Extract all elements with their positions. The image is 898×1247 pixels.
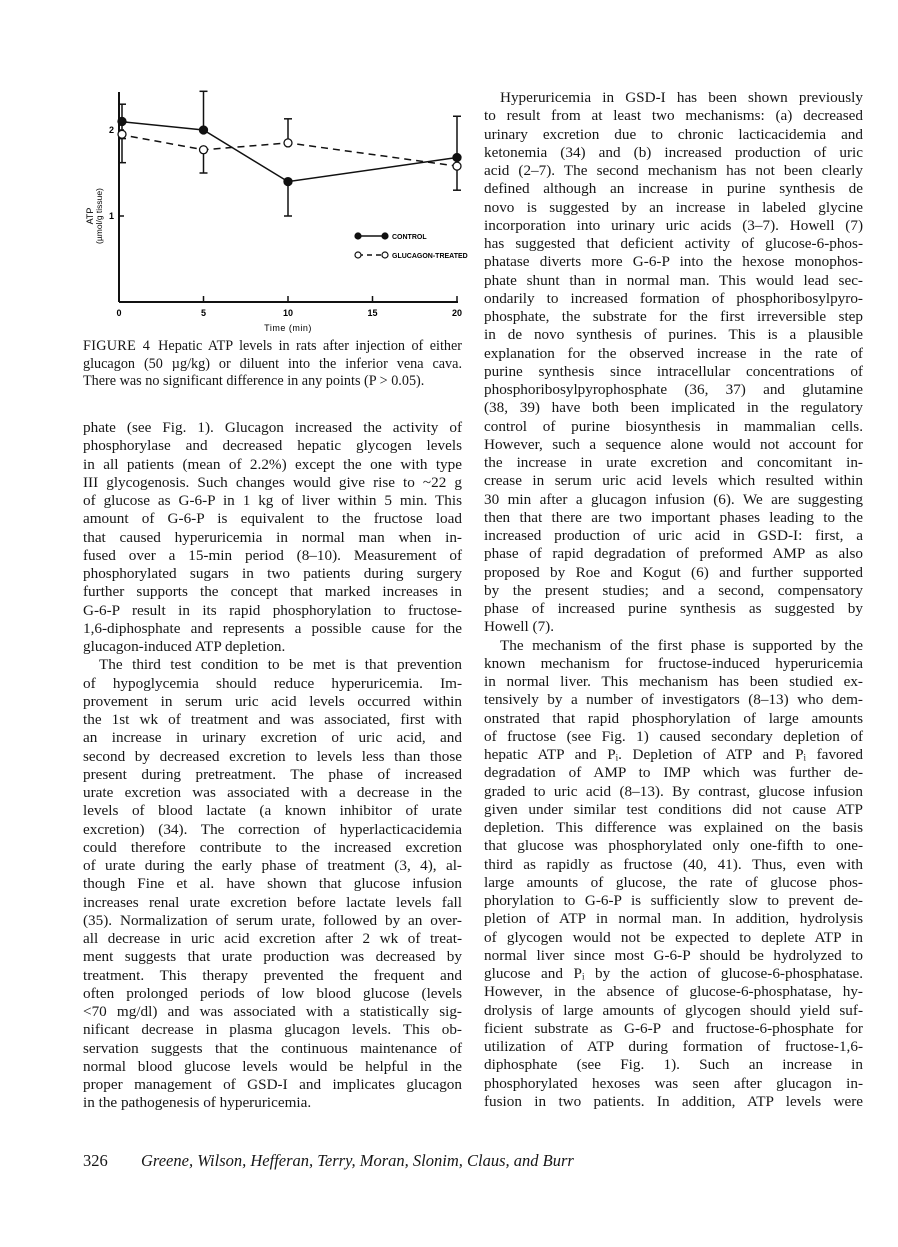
text-line: (35). Normalization of serum urate, followed by an over- (83, 911, 462, 929)
y-tick-label: 2 (108, 125, 114, 135)
text-line: of glycogen would not be expected to deplete ATP in (484, 928, 863, 946)
text-line: second by decreased excretion to levels less than those (83, 747, 462, 765)
text-line: proposed by Roe and Kogut (6) and further supported (484, 563, 863, 581)
text-line: of urate during the early phase of treatment (3, 4), al- (83, 857, 462, 874)
text-line: large amounts of glucose, the rate of glucose phos- (484, 873, 863, 891)
text-line: Hyperuricemia in GSD-I has been shown previously (500, 89, 863, 106)
text-line: graded to uric acid (8–13). By contrast, glucose infusion (484, 782, 863, 800)
caption-text: There was no significant difference in any points (P > 0.05). (83, 373, 425, 389)
text-line: increased production of uric acid in GSD-I: first, a (484, 527, 863, 544)
caption-text: glucagon (50 µg/kg) or diluent into the inferior vena cava. (83, 355, 462, 372)
text-line: amount of G-6-P is equivalent to the fructose load (83, 510, 462, 528)
data-point (284, 139, 292, 147)
text-line: servation suggests that the continuous maintenance of (83, 1039, 462, 1057)
text-line: glucose and Pᵢ by the action of glucose-6-phosphatase. (484, 965, 863, 982)
text-line: However, such a sequence alone would not account for (484, 435, 863, 453)
text-line: acid (2–7). The second mechanism has not been clearly (484, 162, 863, 179)
text-line: hepatic ATP and Pᵢ. Depletion of ATP and Pᵢ favored (484, 746, 863, 763)
text-line: tensively by a number of investigators (8–13) who dem- (484, 691, 863, 709)
text-line: G-6-P result in its rapid phosphorylation to fructose- (83, 601, 462, 619)
data-point (453, 162, 461, 170)
y-tick-label: 1 (108, 211, 114, 221)
text-line: that glucose was phosphorylated only one-fifth to one- (484, 837, 863, 855)
legend-marker (355, 252, 361, 258)
text-line: phosphorylase and decreased hepatic glycogen levels (83, 437, 462, 455)
text-line: ment suggests that urate production was decreased by (83, 948, 462, 966)
text-line: nificant decrease in plasma glucagon levels. This ob- (83, 1021, 462, 1039)
text-line: all decrease in uric acid excretion after 2 wk of treat- (83, 930, 462, 947)
text-line: phase of rapid degradation of preformed AMP as also (484, 545, 863, 563)
text-line: provement in serum uric acid levels occurred within (83, 692, 462, 710)
text-line: The third test condition to be met is that prevention (99, 656, 462, 674)
text-line: <70 mg/dl) and was associated with a statistically sig- (83, 1003, 462, 1020)
text-line: phosphorylated hexoses was seen after glucagon in- (484, 1074, 863, 1092)
text-line: phorylation to G-6-P is sufficiently slow to prevent de- (484, 892, 863, 909)
text-line: proper management of GSD-I and implicates glucagon (83, 1076, 462, 1093)
legend-label: GLUCAGON-TREATED (392, 253, 468, 260)
text-line: ondarily to increased formation of phosphoribosylpyro- (484, 289, 863, 307)
text-line: known mechanism for fructose-induced hyperuricemia (484, 654, 863, 672)
text-line: excretion) (34). The correction of hyperlacticacidemia (83, 820, 462, 838)
data-point (118, 117, 126, 125)
axes (85, 92, 462, 333)
text-line: has suggested that deficient activity of glucose-6-phos- (484, 235, 863, 252)
chart-legend (355, 233, 468, 260)
text-line: of glucose as G-6-P in 1 kg of liver within 5 min. This (83, 492, 462, 509)
text-line: purine synthesis since intracellular concentrations of (484, 362, 863, 380)
text-line: phate shunt than in normal man. This would lead sec- (484, 271, 863, 289)
text-line: However, in the absence of glucose-6-phosphatase, hy- (484, 983, 863, 1001)
text-line: incorporation into urinary uric acids (3–7). Howell (7) (484, 216, 863, 234)
text-line: fused over a 15-min period (8–10). Measurement of (83, 546, 462, 564)
text-line: utilization of ATP during formation of fructose-1,6- (484, 1038, 863, 1055)
text-line: phate (see Fig. 1). Glucagon increased the activity of (83, 419, 462, 436)
text-line: III glycogenosis. Such changes would give rise to ~22 g (83, 473, 462, 491)
text-line: 30 min after a glucagon infusion (6). We are suggesting (484, 490, 863, 508)
text-line: glucagon-induced ATP depletion. (83, 638, 286, 655)
text-line: crease in serum uric acid levels which resulted within (484, 472, 863, 490)
text-line: novo is suggested by an increase in labeled glycine (484, 198, 863, 216)
text-line: urinary excretion due to chronic lacticacidemia and (484, 125, 863, 143)
text-line: normal blood glucose levels would be helpful in the (83, 1057, 462, 1075)
y-axis-units: (µmol/g tissue) (94, 188, 104, 244)
text-line: of fructose (see Fig. 1) caused secondary depletion of (484, 727, 863, 745)
page-number: 326 (83, 1151, 108, 1170)
left-text-column (83, 419, 462, 1113)
text-line: fusion in two patients. In addition, ATP levels were (484, 1092, 863, 1110)
text-line: degradation of AMP to IMP which was further de- (484, 764, 863, 782)
text-line: (38, 39) have both been implicated in the regulatory (484, 399, 863, 417)
text-line: treatment. This therapy prevented the frequent and (83, 966, 462, 984)
legend-marker (382, 252, 388, 258)
page-footer (83, 1151, 574, 1171)
data-point (453, 154, 461, 162)
text-line: phase of increased purine synthesis as suggested by (484, 600, 863, 617)
x-axis-title: Time (min) (264, 323, 312, 333)
running-authors: Greene, Wilson, Hefferan, Terry, Moran, Slonim, Claus, and Burr (141, 1151, 574, 1170)
caption-line (83, 338, 462, 356)
legend-marker (355, 233, 361, 239)
data-point (200, 146, 208, 154)
text-line: increases renal urate excretion before lactate levels fall (83, 893, 462, 911)
text-line: often prolonged periods of low blood glucose (levels (83, 984, 462, 1002)
text-line: explanation for the observed increase in the rate of (484, 344, 863, 362)
text-line: phosphate, the substrate for the first irreversible step (484, 308, 863, 325)
text-line: phosphorylated sugars in two patients during surgery (83, 565, 462, 582)
caption-line (83, 373, 462, 391)
x-tick-label: 5 (200, 308, 207, 318)
x-tick-label: 0 (116, 308, 122, 318)
text-line: the 1st wk of treatment and was associated, first with (83, 711, 462, 728)
legend-label: CONTROL (392, 234, 427, 241)
text-line: of hypoglycemia should reduce hyperuricemia. Im- (83, 674, 462, 692)
text-line: defined although an increase in purine synthesis de (484, 180, 863, 198)
text-line: the increase in urate excretion and concomitant in- (484, 454, 863, 471)
text-line: ketonemia (34) and (b) increased production of uric (484, 143, 863, 161)
text-line: onstrated that rapid phosphorylation of large amounts (484, 709, 863, 727)
text-line: that caused hyperuricemia in normal man when in- (83, 528, 462, 546)
text-line: further supports the concept that marked increases in (83, 583, 462, 601)
text-line: given under similar test conditions did not cause ATP (484, 800, 863, 818)
text-line: in all patients (mean of 2.2%) except the one with type (83, 455, 462, 473)
y-axis-title: ATP (85, 207, 95, 225)
text-line: though Fine et al. have shown that glucose infusion (83, 875, 462, 893)
figure-4-chart (0, 0, 480, 340)
text-line: then that there are two important phases leading to the (484, 508, 863, 526)
figure-caption (83, 338, 462, 391)
text-line: The mechanism of the first phase is supported by the (500, 636, 863, 654)
text-line: ficient substrate as G-6-P and fructose-6-phosphate for (484, 1019, 863, 1037)
text-line: phosphoribosylpyrophosphate (36, 37) and glutamine (484, 381, 863, 398)
text-line: drolysis of large amounts of glycogen should yield suf- (484, 1001, 863, 1019)
text-line: phatase diverts more G-6-P into the hexose monophos- (484, 253, 863, 271)
x-tick-label: 15 (367, 308, 378, 318)
text-line: control of purine biosynthesis in mammalian cells. (484, 417, 863, 435)
x-tick-label: 10 (282, 308, 294, 318)
text-line: in de novo synthesis of purines. This is a plausible (484, 326, 863, 344)
x-tick-label: 20 (451, 308, 463, 318)
caption-text: Hepatic ATP levels in rats after injection of either (158, 338, 463, 354)
text-line: Howell (7). (484, 618, 555, 636)
text-line: depletion. This difference was explained on the basis (484, 819, 863, 836)
chart-marks (118, 91, 461, 216)
data-point (284, 178, 292, 186)
legend-marker (382, 233, 388, 239)
text-line: to result from at least two mechanisms: (a) decreased (484, 107, 863, 125)
right-text-column (484, 89, 863, 1111)
data-point (200, 126, 208, 134)
caption-line (83, 356, 462, 374)
text-line: diphosphate (see Fig. 1). Such an increase in (484, 1056, 863, 1074)
text-line: in normal liver. This mechanism has been studied ex- (484, 673, 863, 690)
text-line: normal liver since most G-6-P should be hydrolyzed to (484, 946, 863, 964)
data-point (118, 130, 126, 138)
text-line: pletion of ATP in normal man. In addition, hydrolysis (484, 910, 863, 928)
text-line: an increase in urinary excretion of uric acid, and (83, 729, 462, 747)
text-line: could therefore contribute to the increased excretion (83, 838, 462, 856)
text-line: 1,6-diphosphate and represents a possible cause for the (83, 619, 462, 637)
text-line: in the pathogenesis of hyperuricemia. (83, 1094, 312, 1112)
text-line: present during pretreatment. The phase of increased (83, 765, 462, 783)
text-line: urate excretion was associated with a decrease in the (83, 784, 462, 801)
text-line: third as rapidly as fructose (40, 41). Thus, even with (484, 855, 863, 873)
text-line: by the present studies; and a second, compensatory (484, 581, 863, 599)
text-line: levels of blood lactate (a known inhibitor of urate (83, 802, 462, 820)
figure-label: FIGURE 4 (83, 338, 151, 354)
